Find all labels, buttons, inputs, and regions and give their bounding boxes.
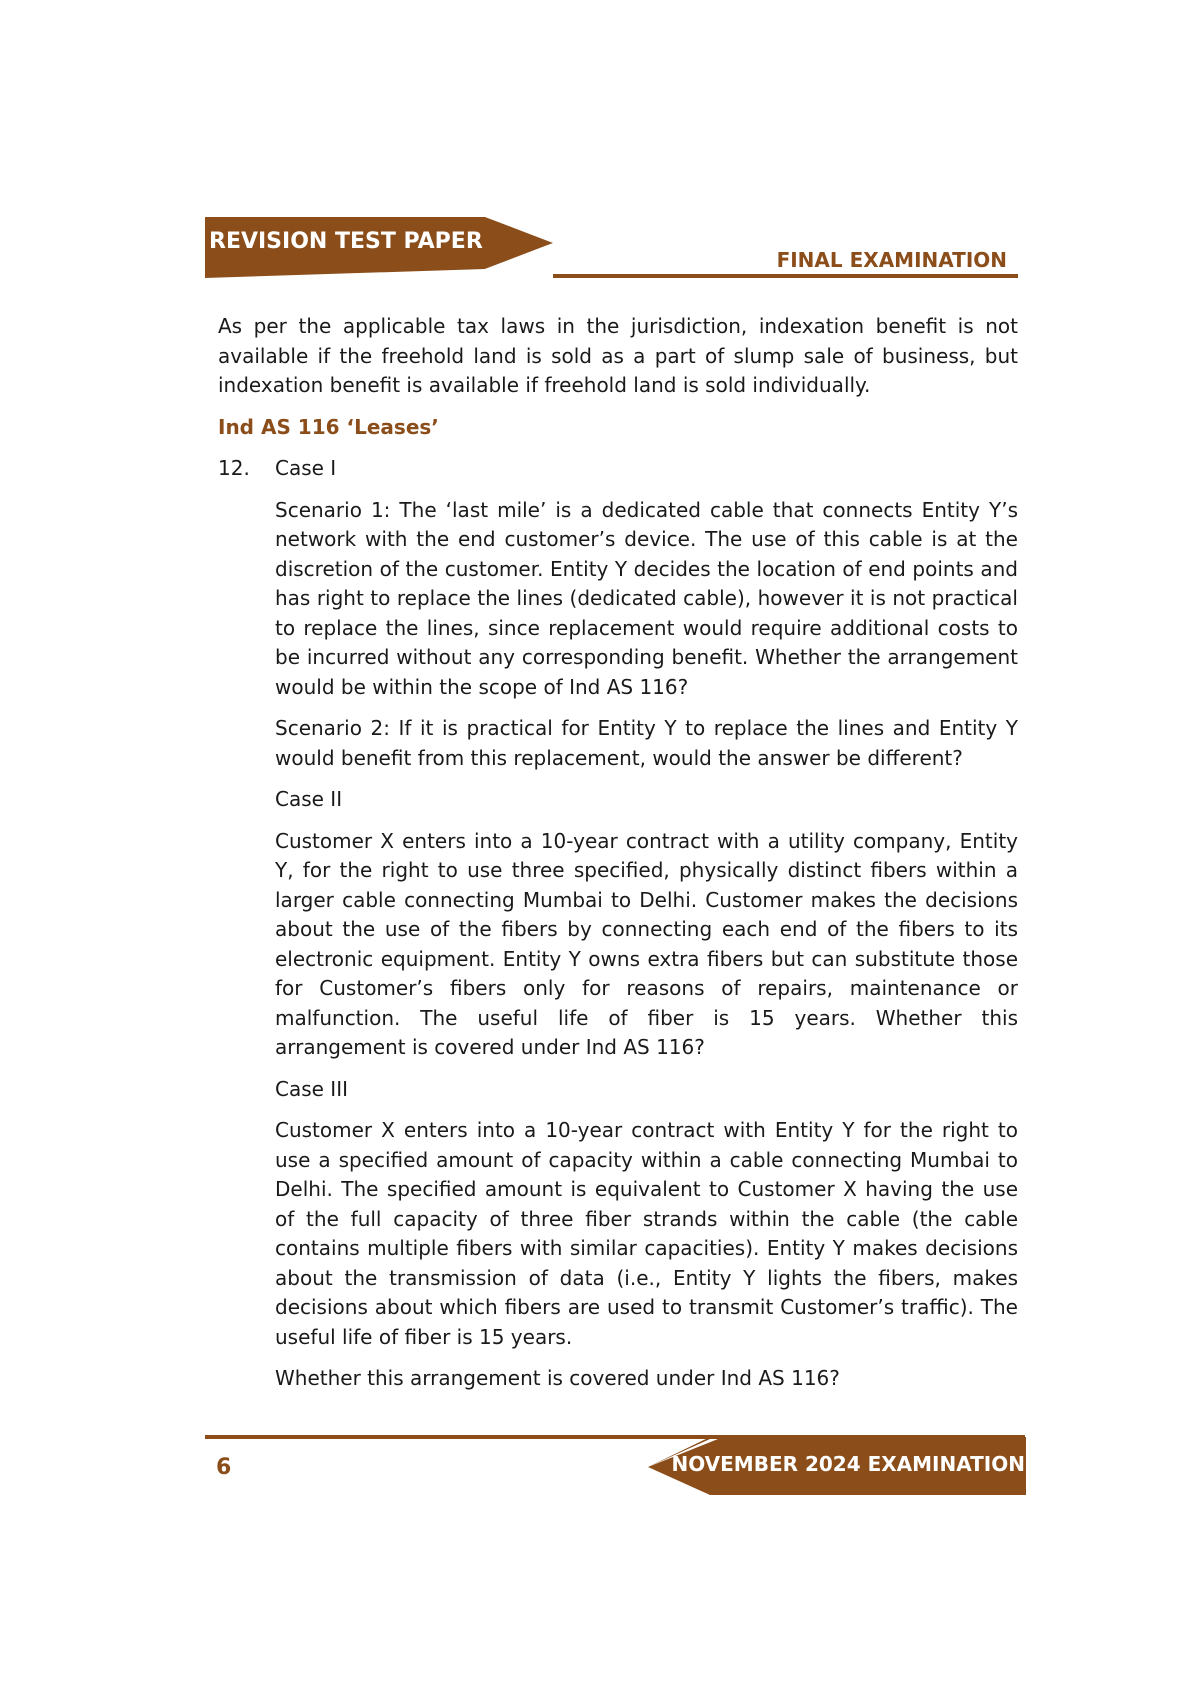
question-header: [218, 454, 1018, 484]
intro-paragraph: As per the applicable tax laws in the jurisdiction, indexation benefit is not available if the freehold land is sold as a part of slump sale of business, but indexation benefit is available if freehold land is sold individually.: [218, 314, 1018, 397]
case3-label: Case III: [275, 1076, 348, 1101]
header-title: REVISION TEST PAPER: [209, 229, 483, 254]
case2-label: Case II: [275, 787, 343, 811]
page-number: 6: [216, 1455, 232, 1480]
header-divider: [553, 274, 1018, 278]
header-exam-label: FINAL EXAMINATION: [776, 248, 1007, 272]
main-content: [218, 312, 1018, 1406]
question-number: 12.: [218, 456, 250, 480]
case1-scenario1: Scenario 1: The ‘last mile’ is a dedicated cable that connects Entity Y’s network with the end customer’s device. The use of this cable is at the discretion of the customer. Entity Y decides the location of end points and has right to replace the lines (dedicated cable), however it is not practical to replace the lines, since replacement would require additional costs to be incurred without any corresponding benefit. Whether the arrangement would be within the scope of Ind AS 116?: [275, 497, 1018, 699]
case2-text: Customer X enters into a 10-year contract with a utility company, Entity Y, for the right to use three specified, physically distinct fibers within a larger cable connecting Mumbai to Delhi. Customer makes the decisions about the use of the fibers by connecting each end of the fibers to its electronic equipment. Entity Y owns extra fibers but can substitute those for Customer’s fibers only for reasons of repairs, maintenance or malfunction. The useful life of fiber is 15 years. Whether this arrangement is covered under Ind AS 116?: [275, 828, 1018, 1059]
case3-question: Whether this arrangement is covered under Ind AS 116?: [275, 1366, 840, 1390]
footer-banner: [648, 1437, 1026, 1497]
header-banner: [205, 217, 553, 278]
question-body: [275, 496, 1018, 1394]
case1-label: Case I: [275, 456, 337, 480]
section-heading: Ind AS 116 ‘Leases’: [218, 414, 439, 439]
case1-scenario2: Scenario 2: If it is practical for Entity Y to replace the lines and Entity Y would benefit from this replacement, would the answer be different?: [275, 716, 1018, 770]
footer-exam-label: NOVEMBER 2024 EXAMINATION: [671, 1452, 1025, 1476]
case3-text: Customer X enters into a 10-year contract with Entity Y for the right to use a specified amount of capacity within a cable connecting Mumbai to Delhi. The specified amount is equivalent to Customer X having the use of the full capacity of three fiber strands within the cable (the cable contains multiple fibers with similar capacities). Entity Y makes decisions about the transmission of data (i.e., Entity Y lights the fibers, makes decisions about which fibers are used to transmit Customer’s traffic). The useful life of fiber is 15 years.: [275, 1118, 1018, 1349]
